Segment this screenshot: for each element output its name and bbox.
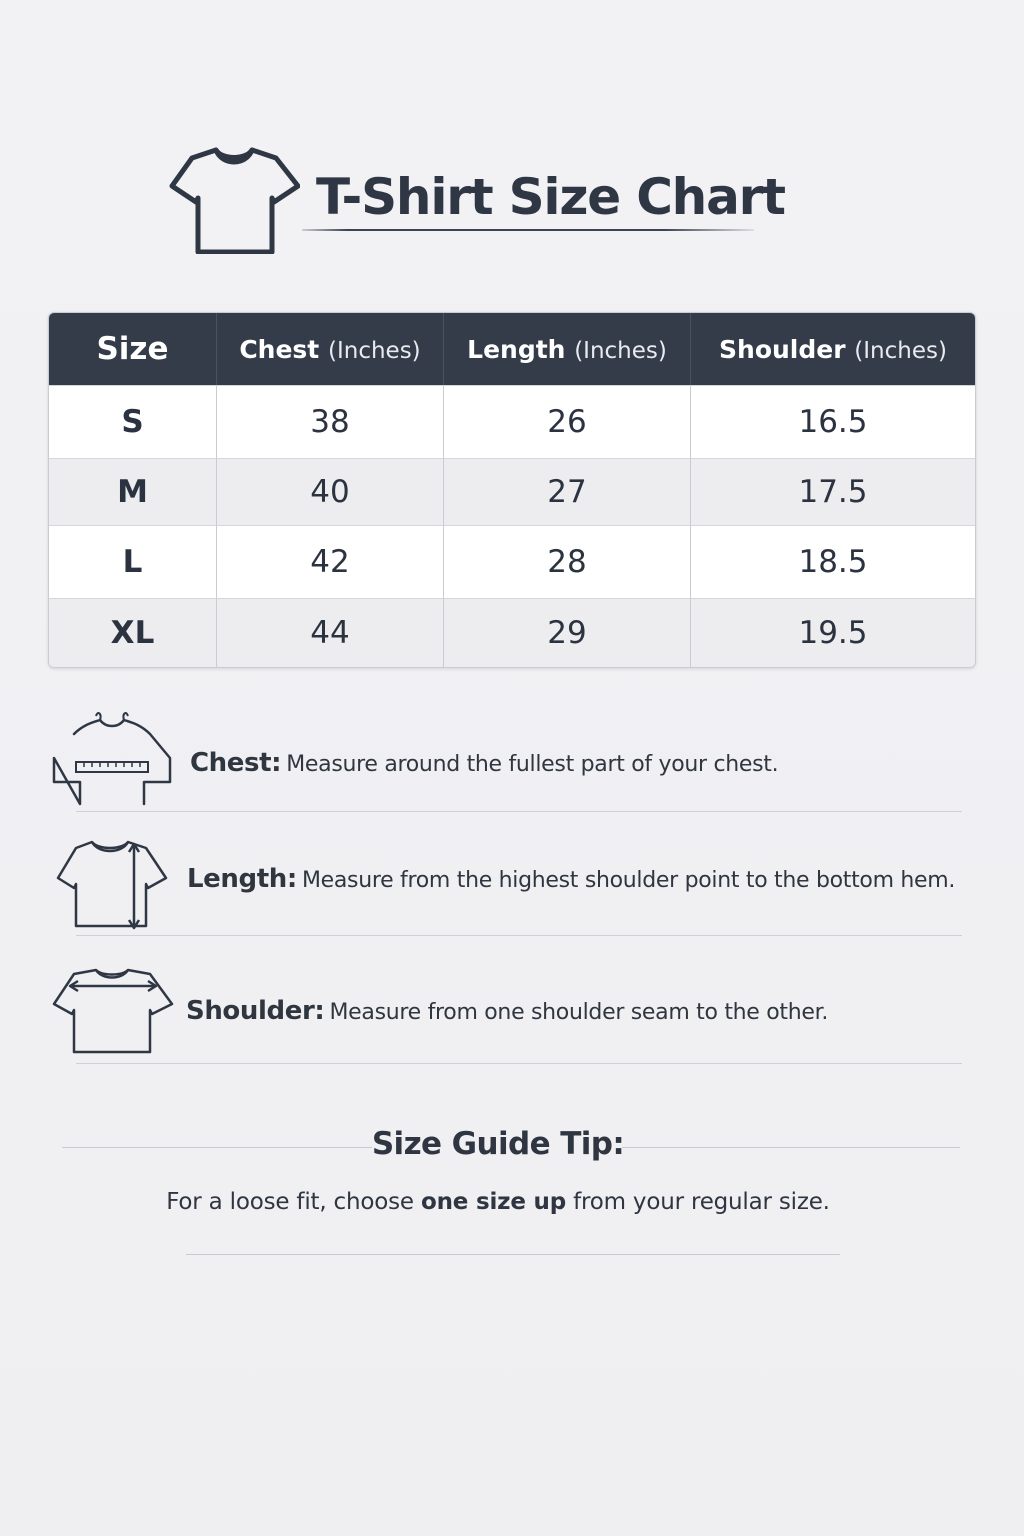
measure-chest	[50, 710, 962, 814]
cell-length: 26	[443, 385, 690, 458]
header-chest-unit: (Inches)	[327, 337, 421, 364]
measure-chest-text	[190, 748, 778, 778]
header-size-label: Size	[96, 331, 169, 367]
measure-chest-description: Measure around the fullest part of your chest.	[286, 752, 779, 777]
tip-text-end: from your regular size.	[565, 1189, 830, 1215]
tip-text-start: For a loose fit, choose	[166, 1189, 421, 1215]
header-length-label: Length	[467, 334, 566, 364]
measure-length	[50, 834, 962, 938]
header-shoulder-unit: (Inches)	[854, 337, 947, 364]
table-row	[49, 385, 975, 458]
cell-length: 29	[443, 598, 690, 667]
table-row	[49, 458, 975, 525]
measure-chest-term: Chest:	[190, 748, 282, 778]
cell-size: L	[49, 525, 216, 598]
tip-title: Size Guide Tip:	[371, 1126, 625, 1162]
table-header-row	[49, 313, 975, 385]
cell-length: 28	[443, 525, 690, 598]
cell-chest: 44	[216, 598, 443, 667]
page-title: T-Shirt Size Chart	[316, 168, 785, 226]
header-chest-label: Chest	[239, 334, 320, 364]
header	[168, 140, 785, 260]
cell-size: XL	[49, 598, 216, 667]
measure-length-term: Length:	[187, 864, 297, 894]
tshirt-icon	[168, 144, 300, 254]
length-measure-icon	[56, 836, 168, 930]
cell-chest: 38	[216, 385, 443, 458]
header-chest	[216, 313, 443, 385]
tip-text-emphasis: one size up	[420, 1189, 566, 1215]
measure-shoulder-description: Measure from one shoulder seam to the other.	[329, 1000, 829, 1025]
cell-shoulder: 16.5	[690, 385, 975, 458]
size-table	[48, 312, 976, 668]
measure-length-text	[187, 864, 955, 894]
table-row	[49, 525, 975, 598]
chest-measure-icon	[50, 712, 174, 806]
title-underline	[302, 229, 754, 231]
divider	[76, 811, 962, 812]
header-shoulder-label: Shoulder	[719, 334, 846, 364]
cell-shoulder: 17.5	[690, 458, 975, 525]
header-length	[443, 313, 690, 385]
cell-shoulder: 18.5	[690, 525, 975, 598]
cell-chest: 42	[216, 525, 443, 598]
cell-size: M	[49, 458, 216, 525]
tip-bottom-rule	[186, 1254, 840, 1255]
cell-shoulder: 19.5	[690, 598, 975, 667]
header-length-unit: (Inches)	[574, 337, 667, 364]
cell-length: 27	[443, 458, 690, 525]
cell-size: S	[49, 385, 216, 458]
divider	[76, 1063, 962, 1064]
measure-shoulder-term: Shoulder:	[186, 996, 325, 1026]
shoulder-measure-icon	[52, 964, 174, 1056]
tip-text	[0, 1189, 996, 1215]
measure-shoulder	[50, 962, 962, 1068]
cell-chest: 40	[216, 458, 443, 525]
measure-shoulder-text	[186, 996, 828, 1026]
header-size	[49, 313, 216, 385]
header-shoulder	[690, 313, 975, 385]
measure-length-description: Measure from the highest shoulder point to the bottom hem.	[301, 868, 956, 893]
table-row	[49, 598, 975, 667]
divider	[76, 935, 962, 936]
